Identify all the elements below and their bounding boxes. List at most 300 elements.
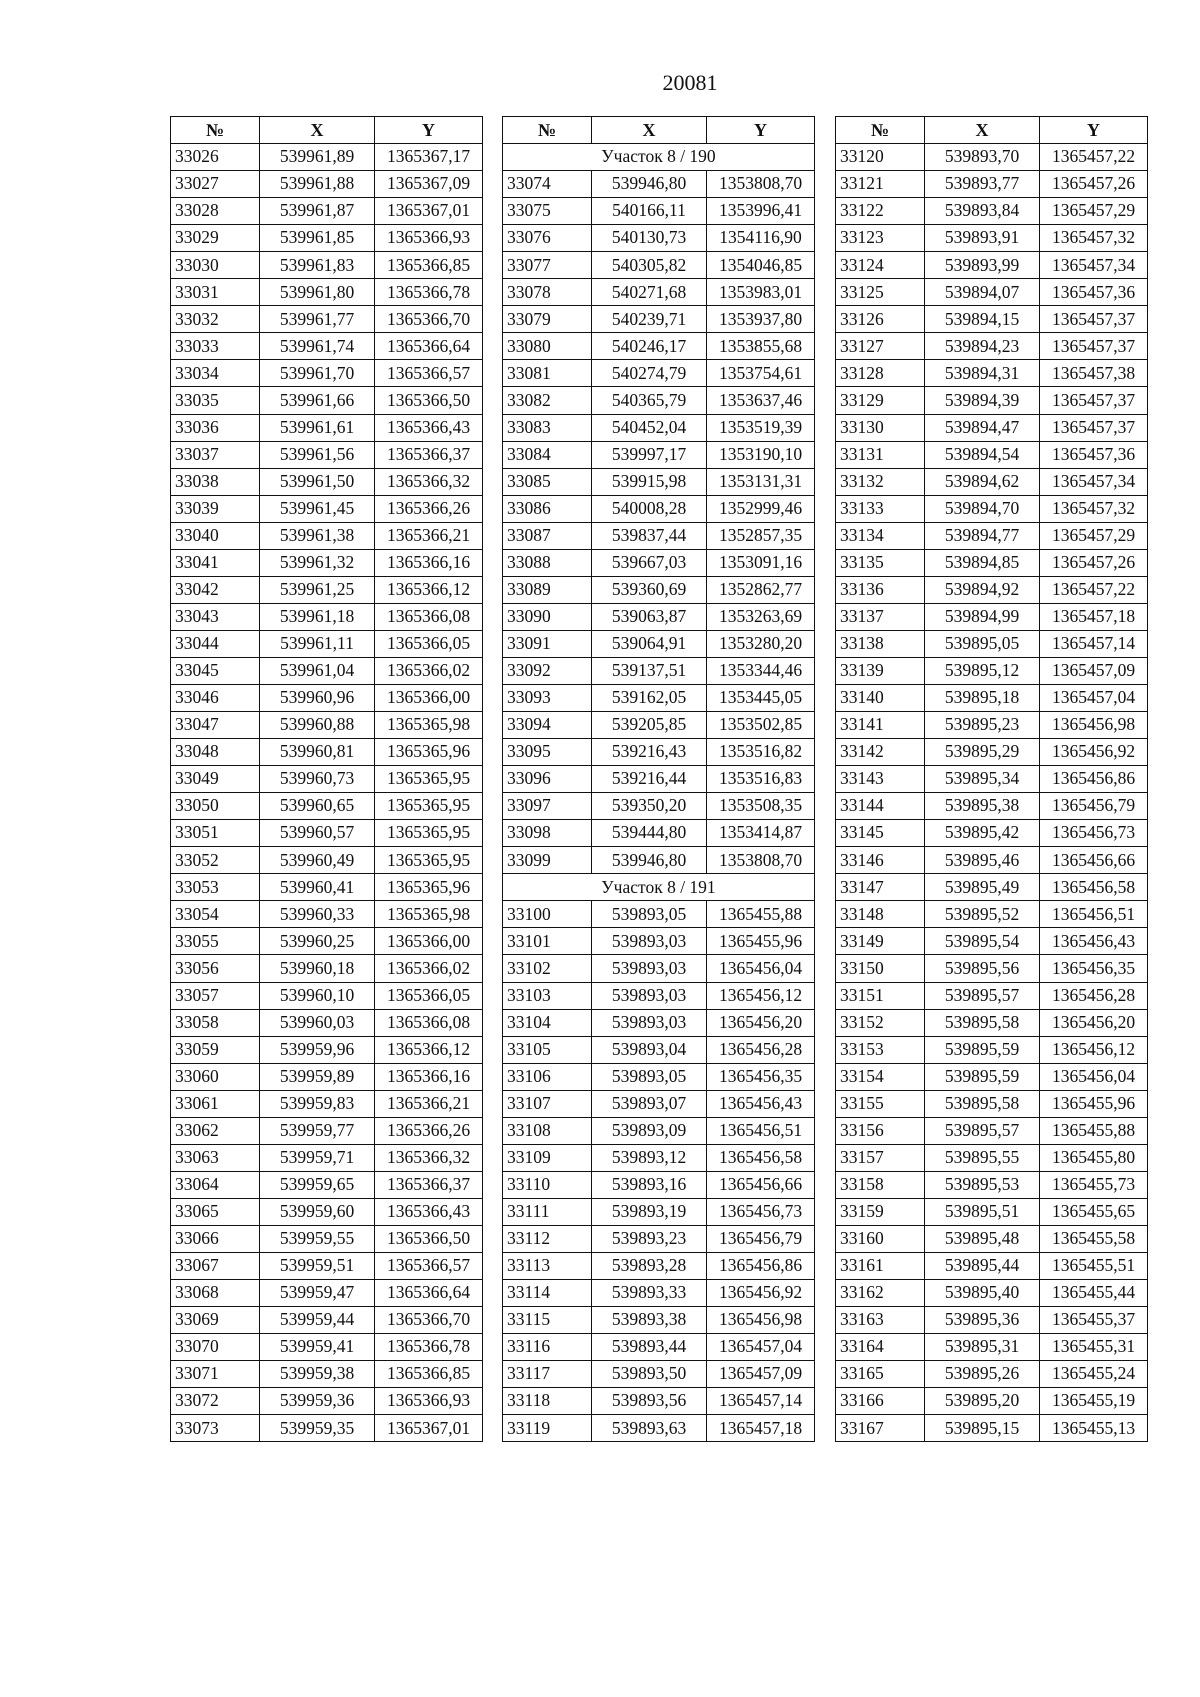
x-coordinate-cell: 540008,28 bbox=[592, 495, 707, 522]
x-coordinate-cell: 539960,25 bbox=[260, 928, 375, 955]
section-title: Участок 8 / 191 bbox=[503, 874, 815, 901]
x-coordinate-cell: 539959,38 bbox=[260, 1361, 375, 1388]
point-number-cell: 33036 bbox=[171, 414, 260, 441]
y-coordinate-cell: 1353996,41 bbox=[707, 198, 815, 225]
y-coordinate-cell: 1365455,65 bbox=[1040, 1198, 1148, 1225]
table-row bbox=[171, 1307, 483, 1334]
x-coordinate-cell: 539895,46 bbox=[925, 847, 1040, 874]
y-coordinate-cell: 1365455,37 bbox=[1040, 1307, 1148, 1334]
y-coordinate-cell: 1365366,78 bbox=[375, 1334, 483, 1361]
point-number-cell: 33163 bbox=[836, 1307, 925, 1334]
point-number-cell: 33143 bbox=[836, 766, 925, 793]
point-number-cell: 33160 bbox=[836, 1225, 925, 1252]
point-number-cell: 33154 bbox=[836, 1063, 925, 1090]
table-row bbox=[503, 603, 815, 630]
x-coordinate-cell: 539894,23 bbox=[925, 333, 1040, 360]
y-coordinate-cell: 1353190,10 bbox=[707, 441, 815, 468]
y-coordinate-cell: 1365455,80 bbox=[1040, 1144, 1148, 1171]
table-row bbox=[171, 441, 483, 468]
y-coordinate-cell: 1353508,35 bbox=[707, 793, 815, 820]
x-coordinate-cell: 539959,71 bbox=[260, 1144, 375, 1171]
table-row bbox=[171, 171, 483, 198]
point-number-cell: 33142 bbox=[836, 739, 925, 766]
point-number-cell: 33037 bbox=[171, 441, 260, 468]
point-number-cell: 33088 bbox=[503, 549, 592, 576]
point-number-cell: 33047 bbox=[171, 712, 260, 739]
point-number-cell: 33054 bbox=[171, 901, 260, 928]
point-number-cell: 33146 bbox=[836, 847, 925, 874]
x-coordinate-cell: 539893,09 bbox=[592, 1117, 707, 1144]
x-coordinate-cell: 539205,85 bbox=[592, 712, 707, 739]
point-number-cell: 33113 bbox=[503, 1252, 592, 1279]
y-coordinate-cell: 1365365,98 bbox=[375, 901, 483, 928]
point-number-cell: 33134 bbox=[836, 522, 925, 549]
y-coordinate-cell: 1353937,80 bbox=[707, 306, 815, 333]
point-number-cell: 33077 bbox=[503, 252, 592, 279]
x-coordinate-cell: 539961,89 bbox=[260, 144, 375, 171]
section-header-row bbox=[503, 874, 815, 901]
x-coordinate-cell: 539959,35 bbox=[260, 1415, 375, 1442]
point-number-cell: 33065 bbox=[171, 1198, 260, 1225]
y-coordinate-cell: 1365455,24 bbox=[1040, 1361, 1148, 1388]
x-coordinate-cell: 539894,77 bbox=[925, 522, 1040, 549]
point-number-cell: 33060 bbox=[171, 1063, 260, 1090]
y-coordinate-cell: 1365456,98 bbox=[707, 1307, 815, 1334]
point-number-cell: 33116 bbox=[503, 1334, 592, 1361]
table-row bbox=[503, 1280, 815, 1307]
x-coordinate-cell: 539895,56 bbox=[925, 955, 1040, 982]
table-row bbox=[503, 441, 815, 468]
x-coordinate-cell: 539893,91 bbox=[925, 225, 1040, 252]
y-coordinate-cell: 1365457,14 bbox=[1040, 630, 1148, 657]
x-coordinate-cell: 539894,54 bbox=[925, 441, 1040, 468]
y-coordinate-cell: 1365365,95 bbox=[375, 793, 483, 820]
x-coordinate-cell: 539894,07 bbox=[925, 279, 1040, 306]
x-coordinate-cell: 539893,28 bbox=[592, 1252, 707, 1279]
table-row bbox=[503, 225, 815, 252]
table-row bbox=[171, 1144, 483, 1171]
point-number-cell: 33159 bbox=[836, 1198, 925, 1225]
y-coordinate-cell: 1365455,51 bbox=[1040, 1252, 1148, 1279]
y-coordinate-cell: 1365457,38 bbox=[1040, 360, 1148, 387]
table-row bbox=[503, 306, 815, 333]
y-coordinate-cell: 1365457,32 bbox=[1040, 495, 1148, 522]
x-coordinate-cell: 539961,66 bbox=[260, 387, 375, 414]
table-row bbox=[836, 657, 1148, 684]
point-number-cell: 33147 bbox=[836, 874, 925, 901]
x-coordinate-cell: 539893,07 bbox=[592, 1090, 707, 1117]
table-row bbox=[171, 793, 483, 820]
point-number-cell: 33053 bbox=[171, 874, 260, 901]
y-coordinate-cell: 1365455,58 bbox=[1040, 1225, 1148, 1252]
point-number-cell: 33164 bbox=[836, 1334, 925, 1361]
y-coordinate-cell: 1365366,32 bbox=[375, 1144, 483, 1171]
y-coordinate-cell: 1365456,79 bbox=[1040, 793, 1148, 820]
section-title: Участок 8 / 190 bbox=[503, 144, 815, 171]
table-row bbox=[503, 576, 815, 603]
table-row bbox=[836, 1144, 1148, 1171]
point-number-cell: 33109 bbox=[503, 1144, 592, 1171]
point-number-cell: 33052 bbox=[171, 847, 260, 874]
x-coordinate-cell: 539959,77 bbox=[260, 1117, 375, 1144]
point-number-cell: 33158 bbox=[836, 1171, 925, 1198]
x-coordinate-cell: 539961,74 bbox=[260, 333, 375, 360]
x-coordinate-cell: 540166,11 bbox=[592, 198, 707, 225]
coordinates-table-3 bbox=[835, 116, 1148, 1442]
y-coordinate-cell: 1365455,88 bbox=[1040, 1117, 1148, 1144]
point-number-cell: 33161 bbox=[836, 1252, 925, 1279]
y-coordinate-cell: 1365457,26 bbox=[1040, 549, 1148, 576]
table-row bbox=[836, 360, 1148, 387]
point-number-cell: 33095 bbox=[503, 739, 592, 766]
table-row bbox=[171, 847, 483, 874]
table-row bbox=[836, 1225, 1148, 1252]
y-coordinate-cell: 1365456,58 bbox=[1040, 874, 1148, 901]
x-coordinate-cell: 539959,83 bbox=[260, 1090, 375, 1117]
y-coordinate-cell: 1365366,16 bbox=[375, 549, 483, 576]
table-row bbox=[503, 955, 815, 982]
table-row bbox=[836, 495, 1148, 522]
point-number-cell: 33100 bbox=[503, 901, 592, 928]
x-coordinate-cell: 539894,15 bbox=[925, 306, 1040, 333]
x-coordinate-cell: 539895,40 bbox=[925, 1280, 1040, 1307]
table-row bbox=[836, 1009, 1148, 1036]
point-number-cell: 33087 bbox=[503, 522, 592, 549]
point-number-cell: 33091 bbox=[503, 630, 592, 657]
x-coordinate-cell: 539893,03 bbox=[592, 982, 707, 1009]
x-coordinate-cell: 539960,03 bbox=[260, 1009, 375, 1036]
x-coordinate-cell: 539895,54 bbox=[925, 928, 1040, 955]
table-row bbox=[171, 1090, 483, 1117]
point-number-cell: 33105 bbox=[503, 1036, 592, 1063]
table-row bbox=[836, 333, 1148, 360]
section-header-row bbox=[503, 144, 815, 171]
point-number-cell: 33043 bbox=[171, 603, 260, 630]
y-coordinate-cell: 1365456,28 bbox=[1040, 982, 1148, 1009]
table-row bbox=[503, 982, 815, 1009]
point-number-cell: 33148 bbox=[836, 901, 925, 928]
table-row bbox=[171, 657, 483, 684]
point-number-cell: 33081 bbox=[503, 360, 592, 387]
y-coordinate-cell: 1365366,57 bbox=[375, 1252, 483, 1279]
y-coordinate-cell: 1365457,32 bbox=[1040, 225, 1148, 252]
point-number-cell: 33078 bbox=[503, 279, 592, 306]
table-row bbox=[171, 522, 483, 549]
x-coordinate-cell: 539895,12 bbox=[925, 657, 1040, 684]
y-coordinate-cell: 1365455,73 bbox=[1040, 1171, 1148, 1198]
y-coordinate-cell: 1365457,14 bbox=[707, 1388, 815, 1415]
x-coordinate-cell: 539895,55 bbox=[925, 1144, 1040, 1171]
y-coordinate-cell: 1365366,00 bbox=[375, 684, 483, 711]
x-coordinate-cell: 539895,36 bbox=[925, 1307, 1040, 1334]
table-row bbox=[836, 955, 1148, 982]
x-coordinate-cell: 539895,42 bbox=[925, 820, 1040, 847]
point-number-cell: 33045 bbox=[171, 657, 260, 684]
table-header-row bbox=[503, 117, 815, 144]
table-row bbox=[836, 171, 1148, 198]
x-coordinate-cell: 539893,77 bbox=[925, 171, 1040, 198]
y-coordinate-cell: 1365456,73 bbox=[707, 1198, 815, 1225]
x-coordinate-cell: 539893,56 bbox=[592, 1388, 707, 1415]
x-coordinate-cell: 539997,17 bbox=[592, 441, 707, 468]
y-coordinate-cell: 1365457,09 bbox=[707, 1361, 815, 1388]
table-row bbox=[836, 441, 1148, 468]
table-row bbox=[836, 252, 1148, 279]
table-row bbox=[503, 360, 815, 387]
y-coordinate-cell: 1365366,05 bbox=[375, 630, 483, 657]
table-row bbox=[836, 847, 1148, 874]
point-number-cell: 33069 bbox=[171, 1307, 260, 1334]
y-coordinate-cell: 1365456,86 bbox=[1040, 766, 1148, 793]
point-number-cell: 33118 bbox=[503, 1388, 592, 1415]
x-coordinate-cell: 539216,43 bbox=[592, 739, 707, 766]
point-number-cell: 33062 bbox=[171, 1117, 260, 1144]
point-number-cell: 33039 bbox=[171, 495, 260, 522]
x-coordinate-cell: 539895,20 bbox=[925, 1388, 1040, 1415]
table-row bbox=[836, 387, 1148, 414]
point-number-cell: 33032 bbox=[171, 306, 260, 333]
y-coordinate-cell: 1365456,43 bbox=[707, 1090, 815, 1117]
y-coordinate-cell: 1365365,95 bbox=[375, 847, 483, 874]
point-number-cell: 33094 bbox=[503, 712, 592, 739]
x-coordinate-cell: 539894,85 bbox=[925, 549, 1040, 576]
y-coordinate-cell: 1365366,21 bbox=[375, 1090, 483, 1117]
x-coordinate-cell: 540365,79 bbox=[592, 387, 707, 414]
point-number-cell: 33044 bbox=[171, 630, 260, 657]
point-number-cell: 33035 bbox=[171, 387, 260, 414]
table-row bbox=[171, 387, 483, 414]
y-coordinate-cell: 1365457,22 bbox=[1040, 576, 1148, 603]
x-coordinate-cell: 539894,62 bbox=[925, 468, 1040, 495]
point-number-cell: 33131 bbox=[836, 441, 925, 468]
table-row bbox=[171, 820, 483, 847]
y-coordinate-cell: 1365455,44 bbox=[1040, 1280, 1148, 1307]
y-coordinate-cell: 1353280,20 bbox=[707, 630, 815, 657]
point-number-cell: 33117 bbox=[503, 1361, 592, 1388]
x-coordinate-cell: 539946,80 bbox=[592, 847, 707, 874]
point-number-cell: 33071 bbox=[171, 1361, 260, 1388]
point-number-cell: 33110 bbox=[503, 1171, 592, 1198]
point-number-cell: 33079 bbox=[503, 306, 592, 333]
point-number-cell: 33141 bbox=[836, 712, 925, 739]
x-coordinate-cell: 539959,47 bbox=[260, 1280, 375, 1307]
column-header-y: Y bbox=[1040, 117, 1148, 144]
point-number-cell: 33028 bbox=[171, 198, 260, 225]
column-header-x: X bbox=[260, 117, 375, 144]
table-row bbox=[503, 712, 815, 739]
y-coordinate-cell: 1365456,35 bbox=[1040, 955, 1148, 982]
point-number-cell: 33166 bbox=[836, 1388, 925, 1415]
y-coordinate-cell: 1365366,02 bbox=[375, 955, 483, 982]
table-row bbox=[503, 739, 815, 766]
x-coordinate-cell: 539961,50 bbox=[260, 468, 375, 495]
x-coordinate-cell: 539895,34 bbox=[925, 766, 1040, 793]
x-coordinate-cell: 539961,88 bbox=[260, 171, 375, 198]
table-row bbox=[171, 874, 483, 901]
x-coordinate-cell: 539960,88 bbox=[260, 712, 375, 739]
x-coordinate-cell: 539959,60 bbox=[260, 1198, 375, 1225]
x-coordinate-cell: 539895,23 bbox=[925, 712, 1040, 739]
x-coordinate-cell: 540246,17 bbox=[592, 333, 707, 360]
y-coordinate-cell: 1365366,02 bbox=[375, 657, 483, 684]
x-coordinate-cell: 539895,59 bbox=[925, 1036, 1040, 1063]
point-number-cell: 33103 bbox=[503, 982, 592, 1009]
y-coordinate-cell: 1365455,31 bbox=[1040, 1334, 1148, 1361]
point-number-cell: 33112 bbox=[503, 1225, 592, 1252]
y-coordinate-cell: 1353131,31 bbox=[707, 468, 815, 495]
y-coordinate-cell: 1365457,26 bbox=[1040, 171, 1148, 198]
y-coordinate-cell: 1365457,37 bbox=[1040, 387, 1148, 414]
table-row bbox=[171, 225, 483, 252]
y-coordinate-cell: 1353983,01 bbox=[707, 279, 815, 306]
y-coordinate-cell: 1365456,86 bbox=[707, 1252, 815, 1279]
point-number-cell: 33040 bbox=[171, 522, 260, 549]
y-coordinate-cell: 1353502,85 bbox=[707, 712, 815, 739]
y-coordinate-cell: 1365455,88 bbox=[707, 901, 815, 928]
y-coordinate-cell: 1365367,01 bbox=[375, 198, 483, 225]
x-coordinate-cell: 539893,23 bbox=[592, 1225, 707, 1252]
column-header-y: Y bbox=[707, 117, 815, 144]
x-coordinate-cell: 539893,63 bbox=[592, 1415, 707, 1442]
y-coordinate-cell: 1365456,92 bbox=[1040, 739, 1148, 766]
point-number-cell: 33098 bbox=[503, 820, 592, 847]
point-number-cell: 33153 bbox=[836, 1036, 925, 1063]
table-row bbox=[171, 279, 483, 306]
y-coordinate-cell: 1353344,46 bbox=[707, 657, 815, 684]
point-number-cell: 33059 bbox=[171, 1036, 260, 1063]
y-coordinate-cell: 1365457,29 bbox=[1040, 198, 1148, 225]
x-coordinate-cell: 539961,87 bbox=[260, 198, 375, 225]
y-coordinate-cell: 1353637,46 bbox=[707, 387, 815, 414]
x-coordinate-cell: 539960,18 bbox=[260, 955, 375, 982]
table-row bbox=[171, 360, 483, 387]
y-coordinate-cell: 1365366,37 bbox=[375, 441, 483, 468]
point-number-cell: 33144 bbox=[836, 793, 925, 820]
x-coordinate-cell: 539162,05 bbox=[592, 684, 707, 711]
x-coordinate-cell: 539960,73 bbox=[260, 766, 375, 793]
y-coordinate-cell: 1365457,37 bbox=[1040, 414, 1148, 441]
point-number-cell: 33135 bbox=[836, 549, 925, 576]
table-row bbox=[503, 901, 815, 928]
y-coordinate-cell: 1365366,57 bbox=[375, 360, 483, 387]
x-coordinate-cell: 539137,51 bbox=[592, 657, 707, 684]
y-coordinate-cell: 1353855,68 bbox=[707, 333, 815, 360]
table-row bbox=[836, 144, 1148, 171]
point-number-cell: 33097 bbox=[503, 793, 592, 820]
y-coordinate-cell: 1365366,93 bbox=[375, 1388, 483, 1415]
point-number-cell: 33133 bbox=[836, 495, 925, 522]
x-coordinate-cell: 540305,82 bbox=[592, 252, 707, 279]
x-coordinate-cell: 539961,25 bbox=[260, 576, 375, 603]
x-coordinate-cell: 539895,44 bbox=[925, 1252, 1040, 1279]
y-coordinate-cell: 1365366,78 bbox=[375, 279, 483, 306]
x-coordinate-cell: 539360,69 bbox=[592, 576, 707, 603]
point-number-cell: 33084 bbox=[503, 441, 592, 468]
x-coordinate-cell: 539893,03 bbox=[592, 955, 707, 982]
y-coordinate-cell: 1365366,70 bbox=[375, 1307, 483, 1334]
table-row bbox=[503, 1171, 815, 1198]
point-number-cell: 33048 bbox=[171, 739, 260, 766]
x-coordinate-cell: 539893,84 bbox=[925, 198, 1040, 225]
y-coordinate-cell: 1365457,37 bbox=[1040, 333, 1148, 360]
table-row bbox=[836, 712, 1148, 739]
y-coordinate-cell: 1353808,70 bbox=[707, 171, 815, 198]
y-coordinate-cell: 1365456,04 bbox=[1040, 1063, 1148, 1090]
y-coordinate-cell: 1352857,35 bbox=[707, 522, 815, 549]
y-coordinate-cell: 1365457,18 bbox=[1040, 603, 1148, 630]
y-coordinate-cell: 1365455,13 bbox=[1040, 1415, 1148, 1442]
x-coordinate-cell: 539959,51 bbox=[260, 1252, 375, 1279]
x-coordinate-cell: 539895,59 bbox=[925, 1063, 1040, 1090]
x-coordinate-cell: 539350,20 bbox=[592, 793, 707, 820]
point-number-cell: 33075 bbox=[503, 198, 592, 225]
point-number-cell: 33061 bbox=[171, 1090, 260, 1117]
x-coordinate-cell: 539837,44 bbox=[592, 522, 707, 549]
y-coordinate-cell: 1365457,18 bbox=[707, 1415, 815, 1442]
y-coordinate-cell: 1365457,04 bbox=[1040, 684, 1148, 711]
point-number-cell: 33099 bbox=[503, 847, 592, 874]
y-coordinate-cell: 1365365,96 bbox=[375, 739, 483, 766]
y-coordinate-cell: 1365455,96 bbox=[1040, 1090, 1148, 1117]
table-row bbox=[503, 766, 815, 793]
point-number-cell: 33107 bbox=[503, 1090, 592, 1117]
table-row bbox=[171, 739, 483, 766]
x-coordinate-cell: 539961,32 bbox=[260, 549, 375, 576]
point-number-cell: 33123 bbox=[836, 225, 925, 252]
point-number-cell: 33145 bbox=[836, 820, 925, 847]
point-number-cell: 33165 bbox=[836, 1361, 925, 1388]
table-row bbox=[836, 549, 1148, 576]
point-number-cell: 33063 bbox=[171, 1144, 260, 1171]
point-number-cell: 33082 bbox=[503, 387, 592, 414]
y-coordinate-cell: 1365456,43 bbox=[1040, 928, 1148, 955]
point-number-cell: 33051 bbox=[171, 820, 260, 847]
table-row bbox=[503, 198, 815, 225]
point-number-cell: 33111 bbox=[503, 1198, 592, 1225]
point-number-cell: 33124 bbox=[836, 252, 925, 279]
table-row bbox=[171, 1225, 483, 1252]
table-row bbox=[836, 1334, 1148, 1361]
x-coordinate-cell: 539946,80 bbox=[592, 171, 707, 198]
point-number-cell: 33152 bbox=[836, 1009, 925, 1036]
y-coordinate-cell: 1365366,08 bbox=[375, 1009, 483, 1036]
y-coordinate-cell: 1353808,70 bbox=[707, 847, 815, 874]
x-coordinate-cell: 539444,80 bbox=[592, 820, 707, 847]
y-coordinate-cell: 1365366,64 bbox=[375, 333, 483, 360]
point-number-cell: 33149 bbox=[836, 928, 925, 955]
column-header-y: Y bbox=[375, 117, 483, 144]
point-number-cell: 33042 bbox=[171, 576, 260, 603]
x-coordinate-cell: 539893,03 bbox=[592, 1009, 707, 1036]
point-number-cell: 33034 bbox=[171, 360, 260, 387]
x-coordinate-cell: 539895,51 bbox=[925, 1198, 1040, 1225]
x-coordinate-cell: 539893,38 bbox=[592, 1307, 707, 1334]
point-number-cell: 33027 bbox=[171, 171, 260, 198]
table-row bbox=[171, 468, 483, 495]
page-number: 20081 bbox=[662, 70, 718, 95]
table-row bbox=[171, 901, 483, 928]
point-number-cell: 33096 bbox=[503, 766, 592, 793]
x-coordinate-cell: 539216,44 bbox=[592, 766, 707, 793]
x-coordinate-cell: 539895,53 bbox=[925, 1171, 1040, 1198]
table-row bbox=[836, 1280, 1148, 1307]
table-row bbox=[503, 1334, 815, 1361]
table-row bbox=[171, 1009, 483, 1036]
y-coordinate-cell: 1365457,34 bbox=[1040, 252, 1148, 279]
x-coordinate-cell: 539893,04 bbox=[592, 1036, 707, 1063]
y-coordinate-cell: 1365456,92 bbox=[707, 1280, 815, 1307]
x-coordinate-cell: 539893,03 bbox=[592, 928, 707, 955]
